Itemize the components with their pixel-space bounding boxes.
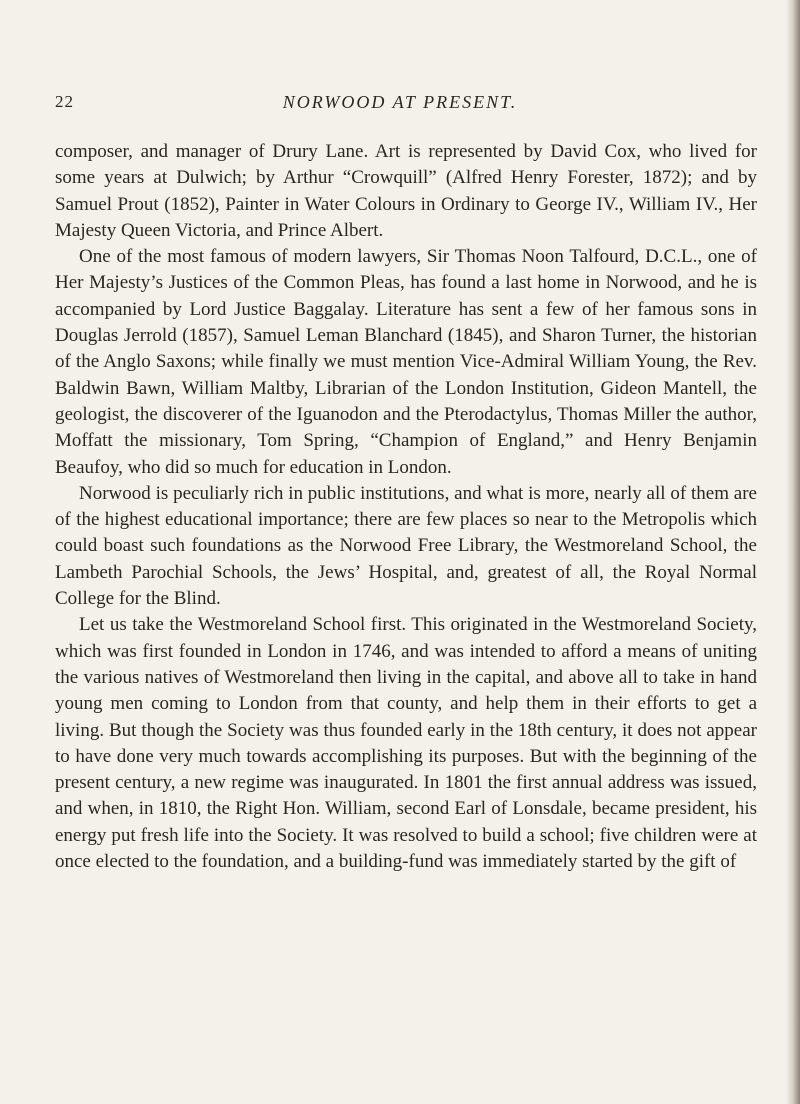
page-edge-shadow bbox=[786, 0, 800, 1104]
paragraph: One of the most famous of modern lawyers, Sir Thomas Noon Talfourd, D.C.L., one of Her Majesty’s Justices of the Common Pleas, has found a last home in Norwood, and he is accompanied by Lord Justice Baggalay. Literature has sent a few of her famous sons in Douglas Jerrold (1857), Samuel Leman Blanchard (1845), and Sharon Turner, the historian of the Anglo Saxons; while finally we must mention Vice-Admiral William Young, the Rev. Baldwin Bawn, William Maltby, Librarian of the London Institution, Gideon Mantell, the geologist, the discoverer of the Iguanodon and the Pterodactylus, Thomas Miller the author, Moffatt the missionary, Tom Spring, “Champion of England,” and Henry Benjamin Beaufoy, who did so much for education in London. bbox=[55, 246, 757, 478]
page-number: 22 bbox=[55, 92, 74, 111]
page-header bbox=[55, 92, 745, 118]
paragraph: Norwood is peculiarly rich in public institutions, and what is more, nearly all of them are of the highest educational importance; there are few places so near to the Metropolis which could boast such foundations as the Norwood Free Library, the Westmoreland School, the Lambeth Parochial Schools, the Jews’ Hospital, and, greatest of all, the Royal Normal College for the Blind. bbox=[55, 482, 757, 610]
running-head: NORWOOD AT PRESENT. bbox=[282, 92, 518, 112]
paragraph: Let us take the Westmoreland School first. This originated in the Westmoreland Society, which was first founded in London in 1746, and was intended to afford a means of uniting the various natives of Westmoreland then living in the capital, and above all to take in hand young men coming to London from that county, and help them in their efforts to get a living. But though the Society was thus founded early in the 18th century, it does not appear to have done very much towards accomplishing its purposes. But with the beginning of the present century, a new regime was inaugurated. In 1801 the first annual address was issued, and when, in 1810, the Right Hon. William, second Earl of Lonsdale, became president, his energy put fresh life into the Society. It was resolved to build a school; five children were at once elected to the foundation, and a building-fund was immediately started by the gift of bbox=[55, 614, 757, 873]
paragraph-continued: composer, and manager of Drury Lane. Art is represented by David Cox, who lived for some years at Dulwich; by Arthur “Crowquill” (Alfred Henry Forester, 1872); and by Samuel Prout (1852), Painter in Water Colours in Ordinary to George IV., William IV., Her Majesty Queen Victoria, and Prince Albert. bbox=[55, 141, 757, 241]
body-text bbox=[55, 139, 757, 875]
